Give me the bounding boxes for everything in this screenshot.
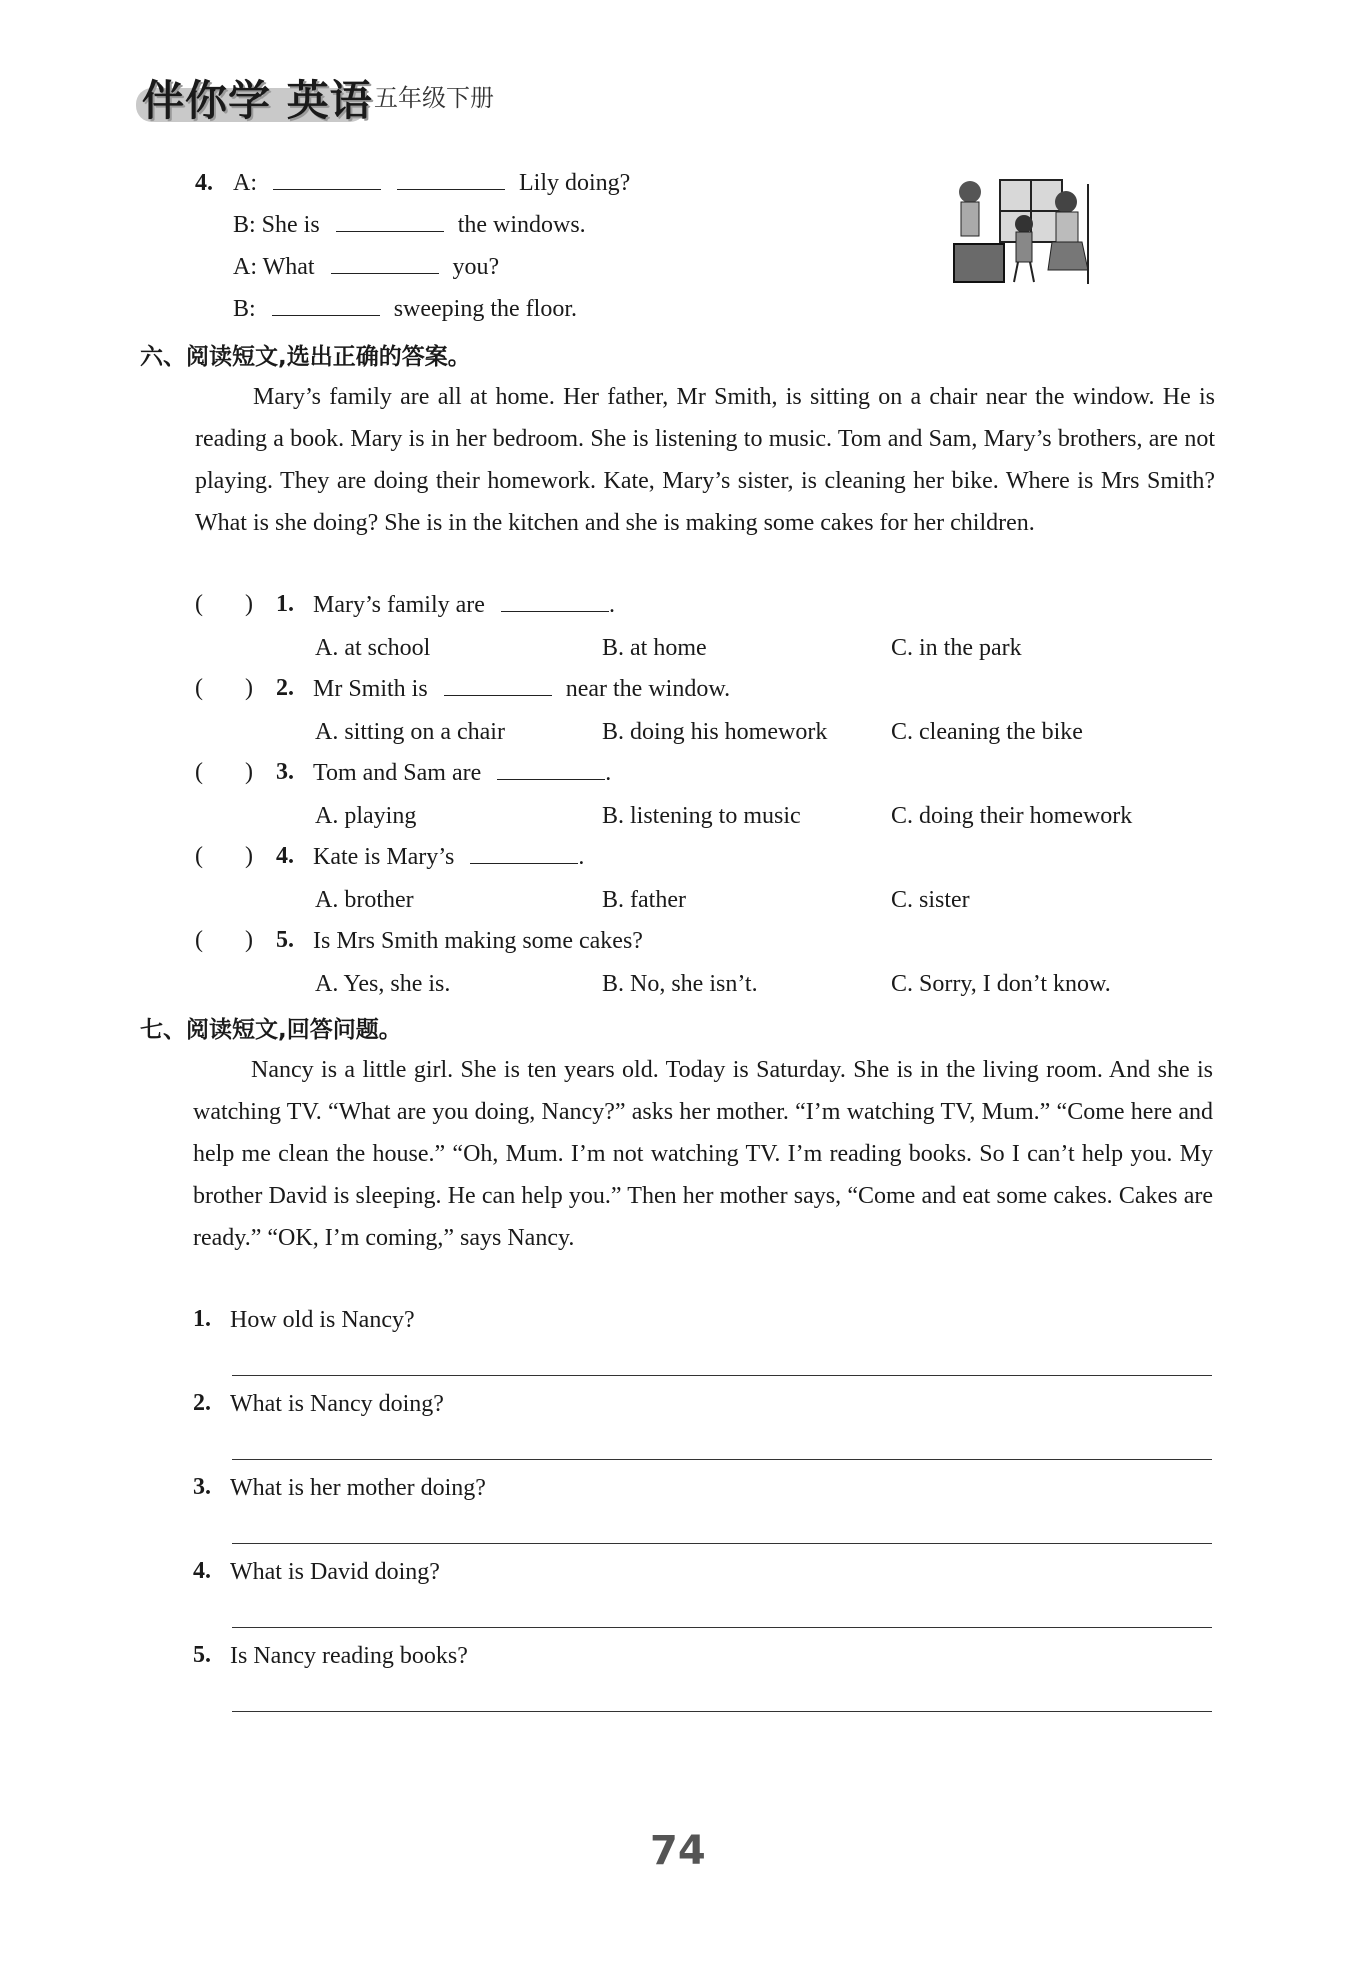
dialog-text: B: She is xyxy=(233,212,320,238)
question-stem xyxy=(313,758,611,788)
question-number: 3. xyxy=(193,1474,211,1500)
answer-paren[interactable]: ( ) xyxy=(195,843,253,869)
option-c[interactable]: C. sister xyxy=(891,887,970,913)
question-number: 5. xyxy=(276,927,294,953)
dialog-text: sweeping the floor. xyxy=(393,296,577,322)
page-number: 74 xyxy=(650,1828,706,1874)
option-b[interactable]: B. at home xyxy=(602,635,707,661)
option-c[interactable]: C. in the park xyxy=(891,635,1022,661)
stem-text: near the window. xyxy=(565,676,731,702)
section-6-title: 六、阅读短文,选出正确的答案。 xyxy=(140,344,471,370)
dialog-line-2 xyxy=(233,210,586,240)
question-number: 4. xyxy=(193,1558,211,1584)
question-stem xyxy=(313,674,730,704)
answer-paren[interactable]: ( ) xyxy=(195,675,253,701)
answer-line[interactable] xyxy=(232,1459,1212,1460)
question-number: 2. xyxy=(193,1390,211,1416)
question-number: 2. xyxy=(276,675,294,701)
stem-text: . xyxy=(608,592,615,618)
answer-line[interactable] xyxy=(232,1375,1212,1376)
blank[interactable] xyxy=(331,253,439,274)
blank[interactable] xyxy=(397,169,505,190)
blank[interactable] xyxy=(470,843,578,864)
option-c[interactable]: C. cleaning the bike xyxy=(891,719,1083,745)
answer-line[interactable] xyxy=(232,1543,1212,1544)
option-a[interactable]: A. Yes, she is. xyxy=(315,971,451,997)
blank[interactable] xyxy=(336,211,444,232)
grade-label: 五年级下册 xyxy=(374,84,494,112)
question-number: 1. xyxy=(193,1306,211,1332)
dialog-text: A: What xyxy=(233,254,315,280)
question-number: 5. xyxy=(193,1642,211,1668)
option-c[interactable]: C. doing their homework xyxy=(891,803,1133,829)
question-text: How old is Nancy? xyxy=(230,1307,415,1333)
blank[interactable] xyxy=(501,591,609,612)
blank[interactable] xyxy=(444,675,552,696)
option-b[interactable]: B. listening to music xyxy=(602,803,801,829)
stem-text: Kate is Mary’s xyxy=(313,844,455,870)
stem-text: Tom and Sam are xyxy=(313,760,482,786)
cleaning-illustration xyxy=(948,174,1098,290)
stem-text: . xyxy=(605,760,612,786)
dialog-line-1 xyxy=(233,168,630,198)
answer-paren[interactable]: ( ) xyxy=(195,927,253,953)
blank[interactable] xyxy=(273,169,381,190)
dialog-number: 4. xyxy=(195,170,213,196)
option-a[interactable]: A. at school xyxy=(315,635,431,661)
question-stem: Is Mrs Smith making some cakes? xyxy=(313,928,643,954)
option-b[interactable]: B. No, she isn’t. xyxy=(602,971,758,997)
page-header xyxy=(142,68,562,128)
option-c[interactable]: C. Sorry, I don’t know. xyxy=(891,971,1111,997)
option-a[interactable]: A. playing xyxy=(315,803,417,829)
question-number: 3. xyxy=(276,759,294,785)
option-a[interactable]: A. sitting on a chair xyxy=(315,719,505,745)
question-text: What is her mother doing? xyxy=(230,1475,486,1501)
dialog-line-4 xyxy=(233,294,577,324)
blank[interactable] xyxy=(272,295,380,316)
section-7-title: 七、阅读短文,回答问题。 xyxy=(140,1017,402,1043)
answer-paren[interactable]: ( ) xyxy=(195,759,253,785)
option-b[interactable]: B. doing his homework xyxy=(602,719,828,745)
speaker-b: B: xyxy=(233,296,256,322)
brand-title: 伴你学 英语 xyxy=(142,76,373,125)
dialog-text: Lily doing? xyxy=(519,170,631,196)
section-7-passage: Nancy is a little girl. She is ten years old. Today is Saturday. She is in the living room. And she is watching TV. “What are you doing, Nancy?” asks her mother. “I’m watching TV, Mum.” “Come here and help me clean the house.” “Oh, Mum. I’m not watching TV. I’m reading books. So I can’t help you. My brother David is sleeping. He can help you.” Then her mother says, “Come and eat some cakes. Cakes are ready.” “OK, I’m coming,” says Nancy. xyxy=(193,1057,1213,1251)
option-a[interactable]: A. brother xyxy=(315,887,414,913)
speaker-a: A: xyxy=(233,170,257,196)
stem-text: Mr Smith is xyxy=(313,676,428,702)
question-stem xyxy=(313,590,615,620)
stem-text: Mary’s family are xyxy=(313,592,485,618)
question-text: What is David doing? xyxy=(230,1559,440,1585)
question-number: 4. xyxy=(276,843,294,869)
section-6-passage: Mary’s family are all at home. Her father, Mr Smith, is sitting on a chair near the window. He is reading a book. Mary is in her bedroom. She is listening to music. Tom and Sam, Mary’s brothers, are not playing. They are doing their homework. Kate, Mary’s sister, is cleaning her bike. Where is Mrs Smith? What is she doing? She is in the kitchen and she is making some cakes for her children. xyxy=(195,384,1215,536)
question-text: Is Nancy reading books? xyxy=(230,1643,468,1669)
stem-text: . xyxy=(578,844,585,870)
dialog-line-3 xyxy=(233,252,499,282)
question-stem xyxy=(313,842,584,872)
question-text: What is Nancy doing? xyxy=(230,1391,444,1417)
dialog-text: the windows. xyxy=(457,212,586,238)
question-number: 1. xyxy=(276,591,294,617)
answer-line[interactable] xyxy=(232,1627,1212,1628)
dialog-text: you? xyxy=(452,254,500,280)
answer-line[interactable] xyxy=(232,1711,1212,1712)
option-b[interactable]: B. father xyxy=(602,887,686,913)
answer-paren[interactable]: ( ) xyxy=(195,591,253,617)
blank[interactable] xyxy=(497,759,605,780)
